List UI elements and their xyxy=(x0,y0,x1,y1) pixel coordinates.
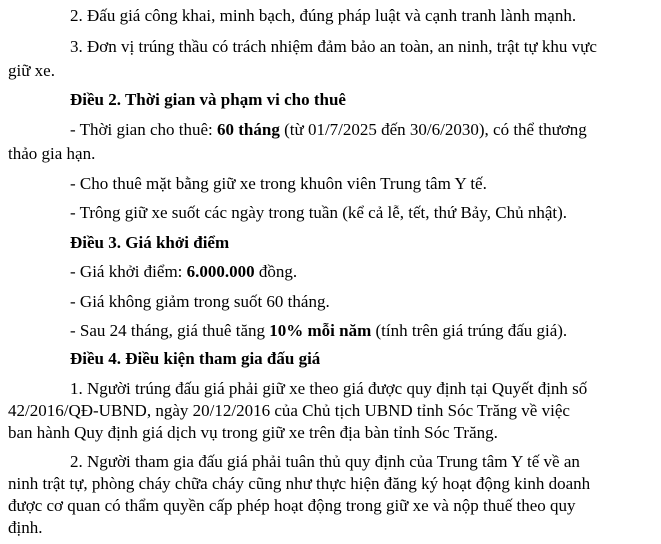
article-2-paragraph-2: - Cho thuê mặt bằng giữ xe trong khuôn viên Trung tâm Y tế. xyxy=(70,174,487,193)
article-3-paragraph-1-suffix: đồng. xyxy=(254,262,298,281)
article-2-heading: Điều 2. Thời gian và phạm vi cho thuê xyxy=(70,90,346,109)
article-2-paragraph-1-suffix: (từ 01/7/2025 đến 30/6/2030), có thể thương xyxy=(279,120,587,139)
article-3-paragraph-3-prefix: - Sau 24 tháng, giá thuê tăng xyxy=(70,321,270,340)
item-3-line-2: giữ xe. xyxy=(8,61,55,80)
article-4-paragraph-2-line-3: được cơ quan có thẩm quyền cấp phép hoạt động trong giữ xe và nộp thuế theo quy xyxy=(8,496,576,515)
article-4-paragraph-1-line-2: 42/2016/QĐ-UBND, ngày 20/12/2016 của Chủ tịch UBND tỉnh Sóc Trăng về việc xyxy=(8,401,570,420)
article-3-paragraph-3 xyxy=(70,319,567,343)
item-2-line-1: 2. Đấu giá công khai, minh bạch, đúng pháp luật và cạnh tranh lành mạnh. xyxy=(70,6,577,25)
item-3-line-1: 3. Đơn vị trúng thầu có trách nhiệm đảm bảo an toàn, an ninh, trật tự khu vực xyxy=(70,37,597,56)
article-2-paragraph-1 xyxy=(70,118,587,142)
price-increase-rate: 10% mỗi năm xyxy=(269,321,372,340)
article-3-paragraph-1 xyxy=(70,260,297,284)
article-4-paragraph-2-line-4: định. xyxy=(8,518,43,537)
article-2-paragraph-3: - Trông giữ xe suốt các ngày trong tuần (kể cả lễ, tết, thứ Bảy, Chủ nhật). xyxy=(70,203,568,222)
rental-duration: 60 tháng xyxy=(217,120,280,139)
article-4-paragraph-2-line-1: 2. Người tham gia đấu giá phải tuân thủ quy định của Trung tâm Y tế về an xyxy=(70,452,580,471)
article-3-paragraph-3-suffix: (tính trên giá trúng đấu giá). xyxy=(371,321,568,340)
article-4-heading: Điều 4. Điều kiện tham gia đấu giá xyxy=(70,349,321,368)
article-3-paragraph-2: - Giá không giảm trong suốt 60 tháng. xyxy=(70,292,330,311)
article-4-paragraph-2-line-2: ninh trật tự, phòng cháy chữa cháy cũng như thực hiện đăng ký hoạt động kinh doanh xyxy=(8,474,591,493)
article-3-heading: Điều 3. Giá khởi điểm xyxy=(70,233,230,252)
article-3-paragraph-1-prefix: - Giá khởi điểm: xyxy=(70,262,187,281)
article-2-paragraph-1-prefix: - Thời gian cho thuê: xyxy=(70,120,218,139)
article-4-paragraph-1-line-1: 1. Người trúng đấu giá phải giữ xe theo giá được quy định tại Quyết định số xyxy=(70,379,588,398)
article-4-paragraph-1-line-3: ban hành Quy định giá dịch vụ trong giữ xe trên địa bàn tỉnh Sóc Trăng. xyxy=(8,423,498,442)
article-2-paragraph-1-line-2: thảo gia hạn. xyxy=(8,144,96,163)
starting-price: 6.000.000 xyxy=(186,262,255,281)
